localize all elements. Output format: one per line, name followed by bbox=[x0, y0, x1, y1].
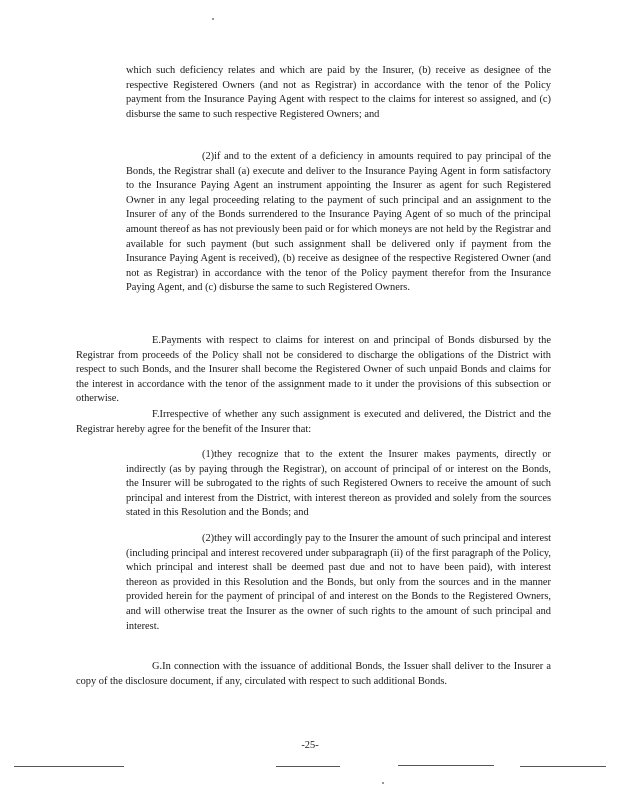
paragraph-text: In connection with the issuance of additional Bonds, the Issuer shall deliver to the Insurer a copy of the disclosure document, if any, circulated with respect to such additional Bonds. bbox=[76, 661, 551, 687]
paragraph-text: which such deficiency relates and which are paid by the Insurer, (b) receive as designee of the respective Registered Owners (and not as Registrar) in accordance with the tenor of the Policy payment from the Insurance Paying Agent with respect to the claims for interest so assigned, and (c) disburse the same to such respective Registered Owners; and bbox=[126, 65, 551, 120]
paragraph-f bbox=[76, 408, 551, 437]
paragraph-g bbox=[76, 660, 551, 689]
paragraph-label: G. bbox=[152, 661, 163, 672]
paragraph-label: F. bbox=[152, 409, 160, 420]
paragraph-text: Payments with respect to claims for interest on and principal of Bonds disbursed by the Registrar from proceeds of the Policy shall not be considered to discharge the obligations of the District with respect to such Bonds, and the Insurer shall become the Registered Owner of such unpaid Bonds and claims for the interest in accordance with the tenor of the assignment made to it under the provisions of this subsection or otherwise. bbox=[76, 335, 551, 405]
scan-artifact-speck bbox=[212, 18, 214, 20]
paragraph-continuation bbox=[126, 64, 551, 122]
paragraph-label: (1) bbox=[202, 449, 215, 460]
paragraph-text: they recognize that to the extent the Insurer makes payments, directly or indirectly (as by paying through the Registrar), on account of principal of or interest on the Bonds, the Insurer will be subrogated to the rights of such Registered Owners to receive the amount of such principal and interest from the District, with interest thereon as provided and solely from the sources stated in this Resolution and the Bonds; and bbox=[126, 449, 551, 519]
paragraph-e bbox=[76, 334, 551, 407]
scan-artifact-line bbox=[398, 765, 494, 766]
paragraph-f2 bbox=[126, 532, 551, 634]
paragraph-d2 bbox=[126, 150, 551, 296]
scan-artifact-line bbox=[520, 766, 606, 767]
scan-artifact-line bbox=[276, 766, 340, 767]
paragraph-label: (2) bbox=[202, 151, 215, 162]
page-number: -25- bbox=[301, 740, 319, 751]
paragraph-text: Irrespective of whether any such assignment is executed and delivered, the District and the Registrar hereby agree for the benefit of the Insurer that: bbox=[76, 409, 551, 435]
scan-artifact-speck bbox=[382, 782, 384, 784]
paragraph-label: (2) bbox=[202, 533, 215, 544]
paragraph-text: if and to the extent of a deficiency in amounts required to pay principal of the Bonds, the Registrar shall (a) execute and deliver to the Insurance Paying Agent in form satisfactory to the Insurance Paying Agent an instrument appointing the Insurer as agent for such Registered Owner in any legal proceeding relating to the payment of such principal and an assignment to the Insurer of any of the Bonds surrendered to the Insurance Paying Agent of so much of the principal amount thereof as has not previously been paid or for which moneys are not held by the Registrar and available for such payment (but such assignment shall be delivered only if payment from the Insurance Paying Agent is received), (b) receive as designee of the respective Registered Owner (and not as Registrar) in accordance with the tenor of the Policy payment therefor from the Insurance Paying Agent, and (c) disburse the same to such Registered Owners. bbox=[126, 151, 551, 294]
scan-artifact-line bbox=[14, 766, 124, 767]
paragraph-label: E. bbox=[152, 335, 161, 346]
paragraph-text: they will accordingly pay to the Insurer the amount of such principal and interest (including principal and interest recovered under subparagraph (ii) of the first paragraph of the Policy, which principal and interest shall be deemed past due and not to have been paid), with interest thereon as provided in this Resolution and the Bonds, but only from the sources and in the manner provided herein for the payment of principal of and interest on the Bonds to the Registered Owners, and will otherwise treat the Insurer as the owner of such rights to the amount of such principal and interest. bbox=[126, 533, 551, 632]
paragraph-f1 bbox=[126, 448, 551, 521]
